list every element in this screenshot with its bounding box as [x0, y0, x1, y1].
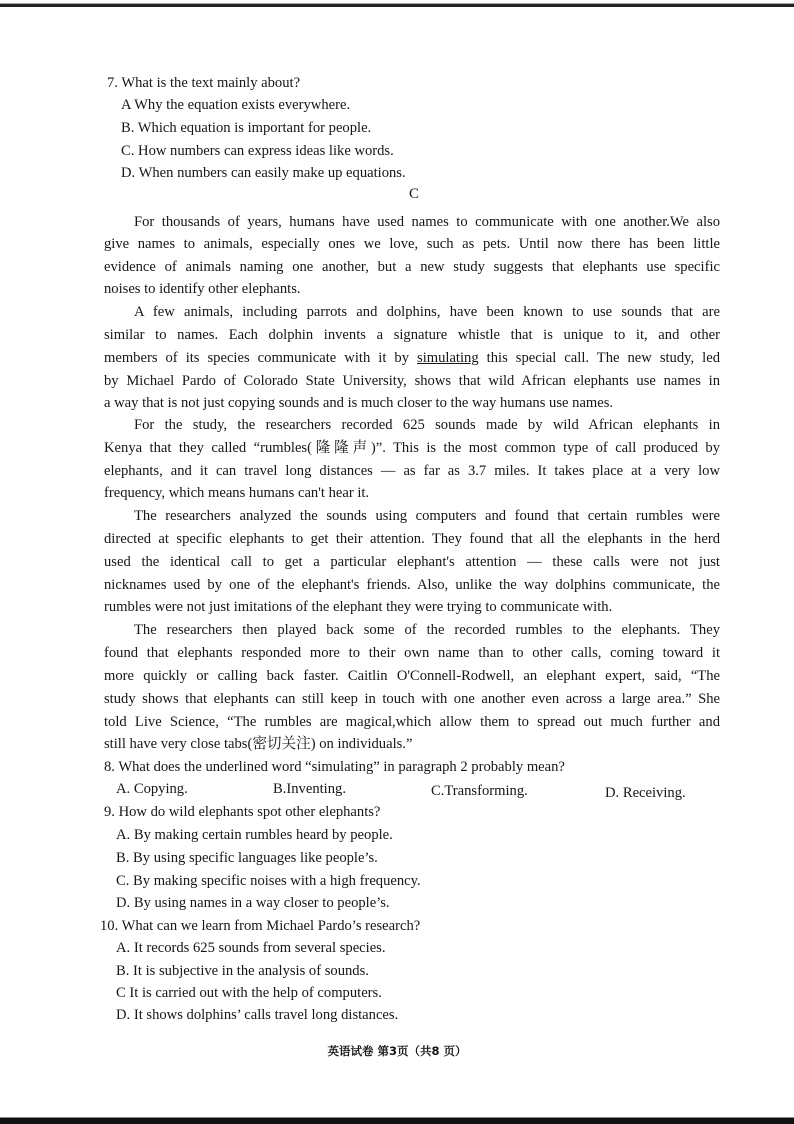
passage-line: For thousands of years, humans have used names to communicate with one another.We also	[134, 214, 720, 230]
question-10-option-c: C It is carried out with the help of computers.	[116, 985, 382, 1001]
question-9-option-a: A. By making certain rumbles heard by people.	[116, 827, 393, 843]
question-10-option-a: A. It records 625 sounds from several species.	[116, 940, 386, 956]
question-8-option-c: C.Transforming.	[431, 783, 528, 799]
passage-line: rumbles were not just imitations of the elephant they were trying to communicate with.	[104, 599, 613, 615]
question-9-option-b: B. By using specific languages like people’s.	[116, 850, 378, 866]
passage-line: by Michael Pardo of Colorado State University, shows that wild African elephants use names in	[104, 373, 720, 389]
question-7-option-b: B. Which equation is important for people.	[121, 120, 372, 136]
passage-line	[104, 349, 720, 367]
passage-line: Kenya that they called “rumbles(隆隆声)”. This is the most common type of call produced by	[104, 440, 720, 456]
question-7-option-d: D. When numbers can easily make up equations.	[121, 165, 406, 181]
question-9-stem: 9. How do wild elephants spot other elephants?	[104, 804, 381, 820]
passage-line: directed at specific elephants to get their attention. They found that all the elephants in the herd	[104, 531, 720, 547]
passage-line: told Live Science, “The rumbles are magical,which allow them to spread out much further and	[104, 714, 720, 730]
passage-line: nicknames used by one of the elephant's friends. Also, unlike the way dolphins communicate, the	[104, 577, 720, 593]
question-9-option-d: D. By using names in a way closer to people’s.	[116, 895, 390, 911]
question-7-option-c: C. How numbers can express ideas like words.	[121, 143, 394, 159]
question-8-stem: 8. What does the underlined word “simulating” in paragraph 2 probably mean?	[104, 759, 565, 775]
question-10-option-d: D. It shows dolphins’ calls travel long distances.	[116, 1007, 399, 1023]
text-span: this special call. The new study, led	[478, 350, 720, 366]
passage-line: a way that is not just copying sounds and is much closer to the way humans use names.	[104, 395, 614, 411]
question-9-option-c: C. By making specific noises with a high frequency.	[116, 873, 421, 889]
passage-line: The researchers then played back some of the recorded rumbles to the elephants. They	[134, 622, 720, 638]
passage-line: For the study, the researchers recorded 625 sounds made by wild African elephants in	[134, 417, 720, 433]
passage-line: frequency, which means humans can't hear it.	[104, 485, 370, 501]
question-8-option-d: D. Receiving.	[605, 785, 686, 801]
passage-line: elephants, and it can travel long distances — as far as 3.7 miles. It takes place at a very low	[104, 463, 720, 479]
section-heading: C	[409, 186, 420, 202]
passage-line: evidence of animals naming one another, but a new study suggests that elephants use specific	[104, 259, 720, 275]
passage-line: A few animals, including parrots and dolphins, have been known to use sounds that are	[134, 304, 720, 320]
passage-line: used the identical call to get a particular elephant's attention — these calls were not just	[104, 554, 720, 570]
question-7-stem: 7. What is the text mainly about?	[107, 75, 301, 91]
passage-line: The researchers analyzed the sounds using computers and found that certain rumbles were	[134, 508, 720, 524]
passage-line: noises to identify other elephants.	[104, 281, 301, 297]
page-footer: 英语试卷 第3页（共8 页）	[327, 1044, 467, 1058]
question-8-option-b: B.Inventing.	[273, 781, 346, 797]
passage-line: similar to names. Each dolphin invents a signature whistle that is unique to it, and other	[104, 327, 720, 343]
question-10-option-b: B. It is subjective in the analysis of sounds.	[116, 963, 369, 979]
passage-line: give names to animals, especially ones we love, such as pets. Until now there has been little	[104, 236, 720, 252]
passage-line: still have very close tabs(密切关注) on individuals.”	[104, 736, 413, 752]
text-span: members of its species communicate with it by	[104, 350, 418, 366]
question-10-stem: 10. What can we learn from Michael Pardo’s research?	[100, 918, 421, 934]
question-7-option-a: A Why the equation exists everywhere.	[121, 97, 351, 113]
question-8-option-a: A. Copying.	[116, 781, 188, 797]
underlined-word-simulating: simulating	[417, 350, 479, 366]
top-border-rule	[0, 3, 794, 7]
passage-line: study shows that elephants can still keep in touch with one another even across a large area.” She	[104, 691, 720, 707]
passage-line: more quickly or calling back faster. Caitlin O'Connell-Rodwell, an elephant expert, said, “The	[104, 668, 720, 684]
passage-line: found that elephants responded more to their own name than to other calls, coming toward it	[104, 645, 720, 661]
